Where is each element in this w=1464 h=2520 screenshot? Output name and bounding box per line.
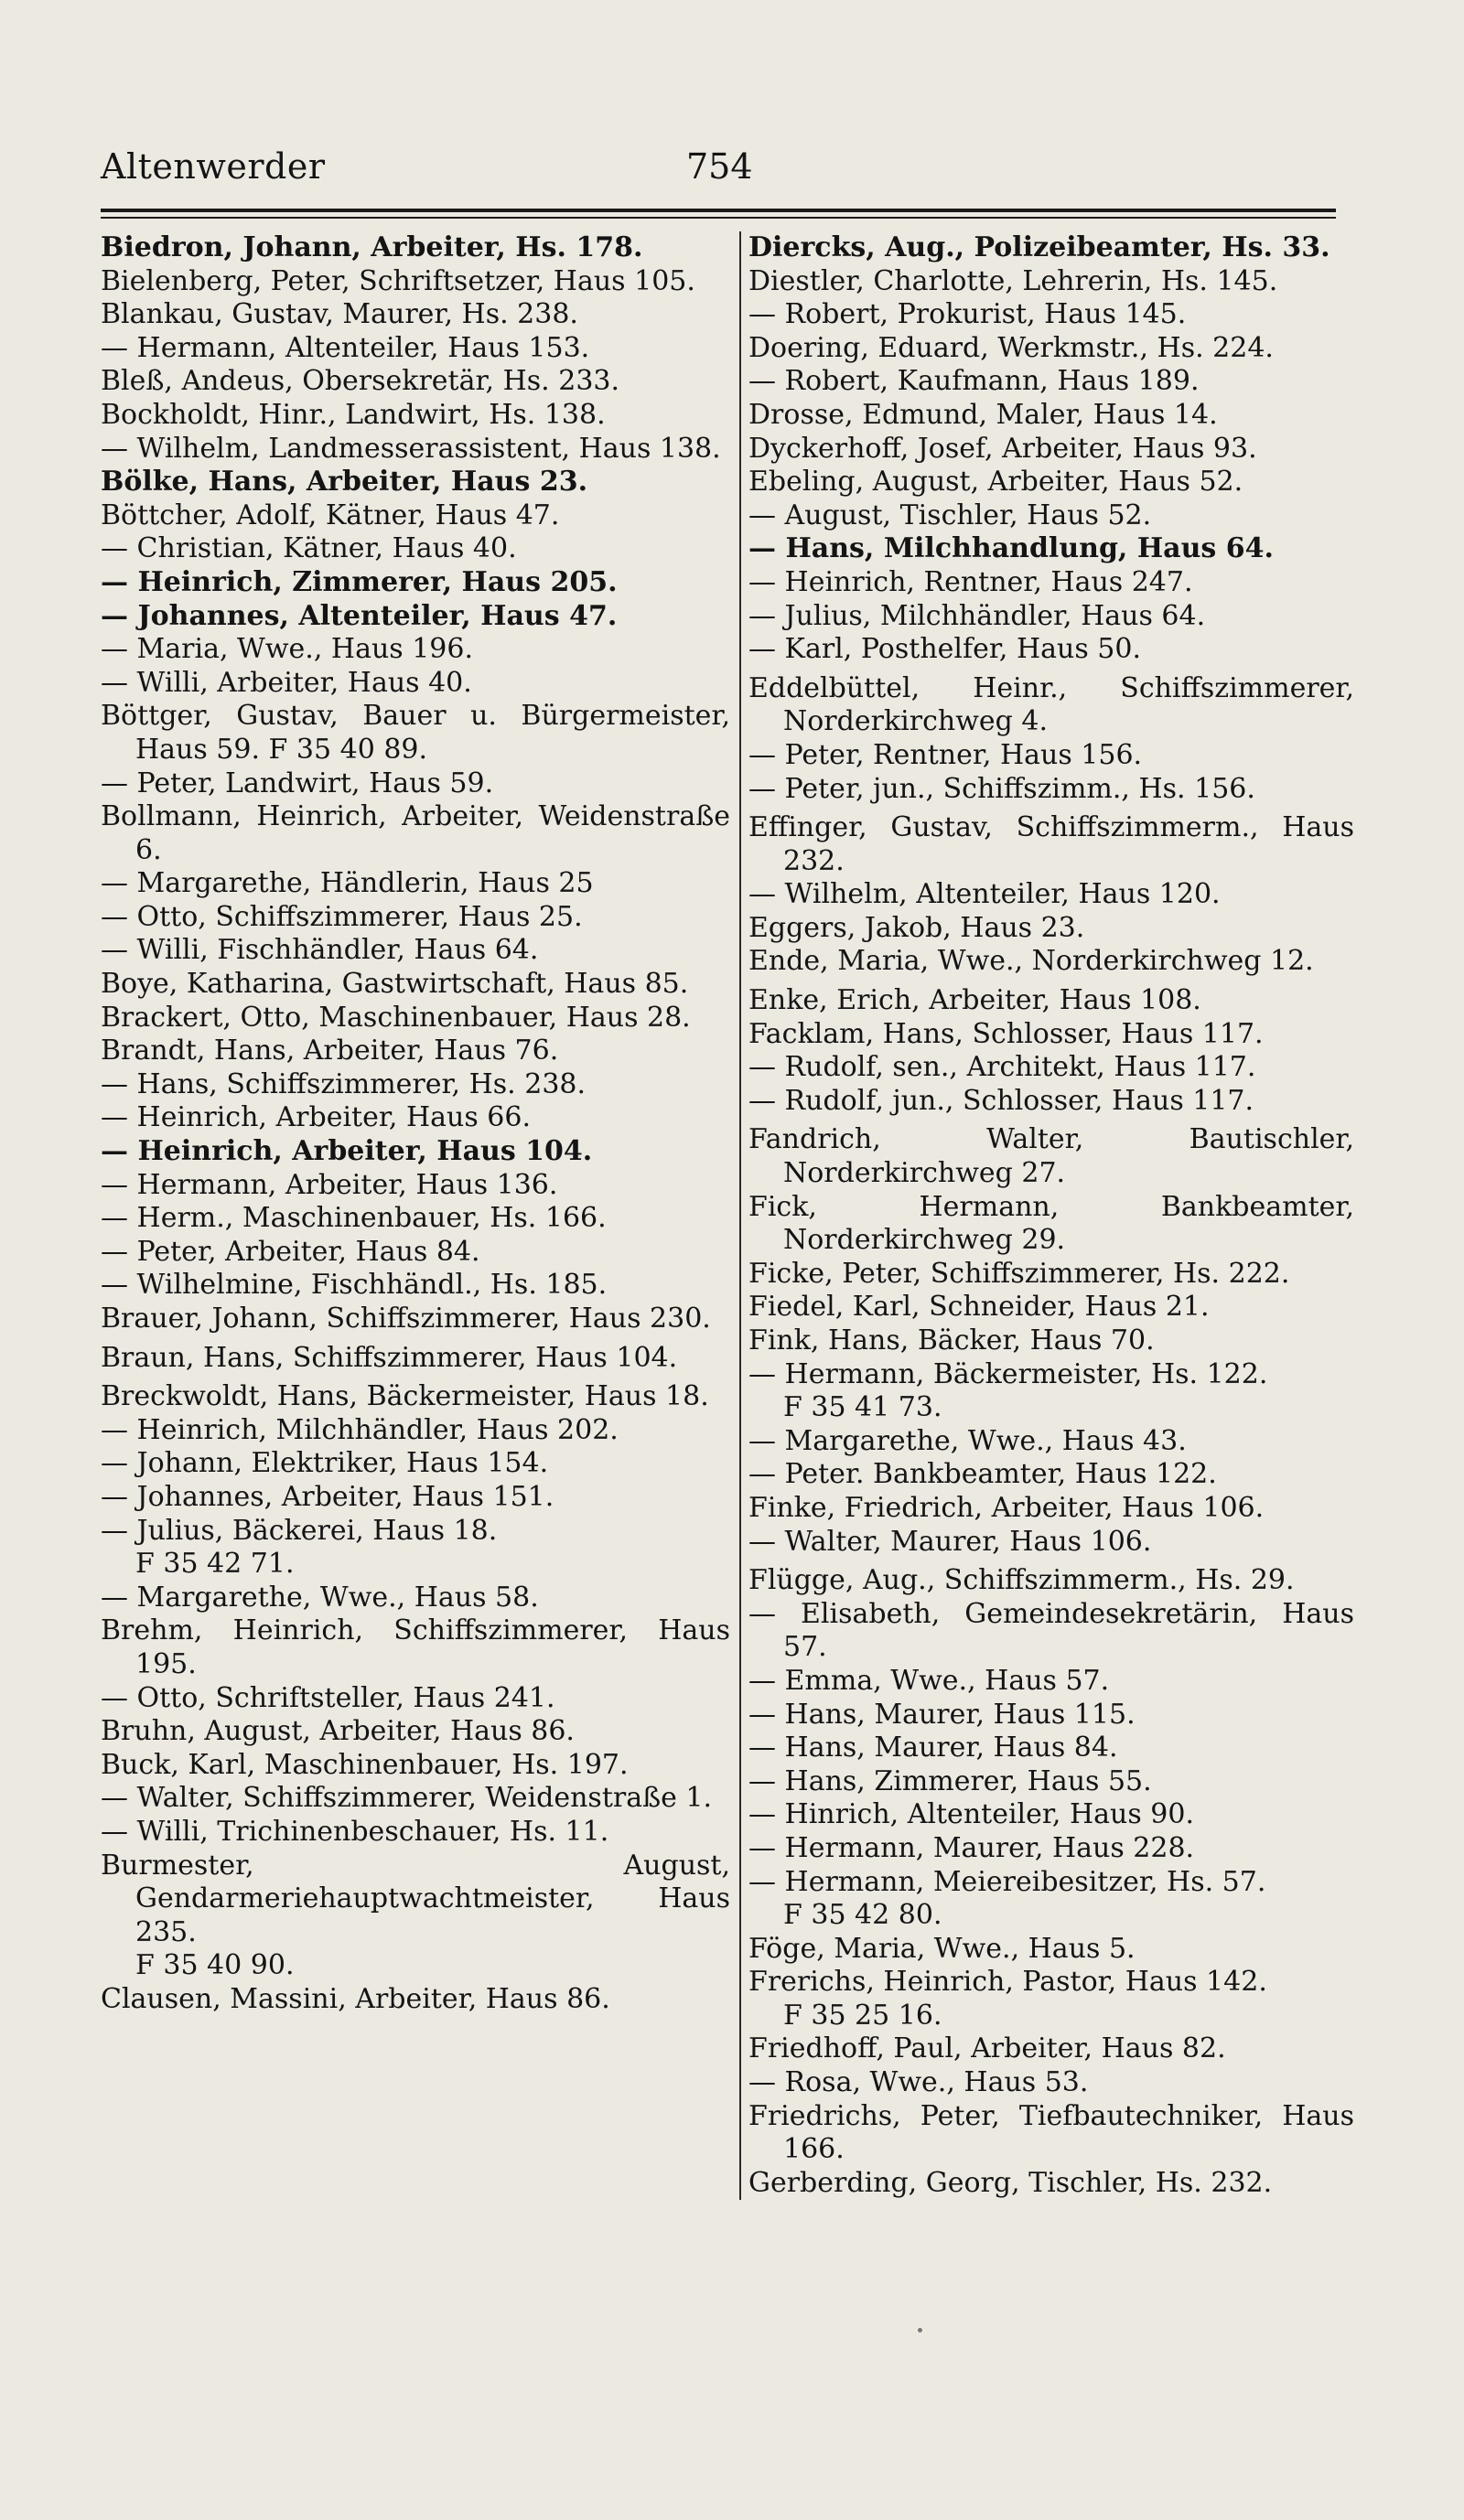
directory-entry: — Herm., Maschinenbauer, Hs. 166. — [101, 1202, 607, 1235]
directory-entry: — Heinrich, Arbeiter, Haus 104. — [101, 1135, 593, 1168]
directory-entry: — Margarethe, Wwe., Haus 43. — [748, 1424, 1187, 1457]
directory-entry: Frerichs, Heinrich, Pastor, Haus 142. F 35 25 16. — [748, 1966, 1267, 2032]
directory-entry: — Hermann, Maurer, Haus 228. — [748, 1831, 1195, 1864]
directory-entry: — Hermann, Bäckermeister, Hs. 122. F 35 41 73. — [748, 1357, 1268, 1424]
directory-entry: — Rudolf, sen., Architekt, Haus 117. — [748, 1051, 1256, 1084]
directory-entry: Fink, Hans, Bäcker, Haus 70. — [748, 1324, 1155, 1357]
header-rule — [101, 209, 1336, 219]
directory-entry: — Heinrich, Arbeiter, Haus 66. — [101, 1101, 531, 1134]
directory-entry: — Peter, jun., Schiffszimm., Hs. 156. — [748, 772, 1255, 805]
directory-entry: — Hans, Zimmerer, Haus 55. — [748, 1764, 1152, 1797]
directory-entry: — Hinrich, Altenteiler, Haus 90. — [748, 1798, 1195, 1831]
directory-entry: Gerberding, Georg, Tischler, Hs. 232. — [748, 2166, 1273, 2199]
directory-entry: Flügge, Aug., Schiffszimmerm., Hs. 29. — [748, 1564, 1295, 1597]
directory-entry: Eddelbüttel, Heinr., Schiffszimmerer, Norderkirchweg 4. — [748, 671, 1354, 738]
directory-entry: — Elisabeth, Gemeindesekretärin, Haus 57. — [748, 1597, 1354, 1664]
directory-entry: Ende, Maria, Wwe., Norderkirchweg 12. — [748, 945, 1314, 978]
directory-entry: — Hermann, Arbeiter, Haus 136. — [101, 1168, 558, 1201]
directory-entry: Brehm, Heinrich, Schiffszimmerer, Haus 195. — [101, 1614, 730, 1680]
directory-entry: Bleß, Andeus, Obersekretär, Hs. 233. — [101, 365, 620, 398]
directory-entry: Bockholdt, Hinr., Landwirt, Hs. 138. — [101, 398, 606, 431]
directory-entry: — Heinrich, Zimmerer, Haus 205. — [101, 565, 618, 598]
directory-entry: — August, Tischler, Haus 52. — [748, 499, 1152, 531]
directory-entry: Föge, Maria, Wwe., Haus 5. — [748, 1932, 1136, 1965]
directory-entry: Diercks, Aug., Polizeibeamter, Hs. 33. — [748, 231, 1330, 263]
directory-entry: — Margarethe, Wwe., Haus 58. — [101, 1581, 539, 1614]
directory-entry: — Otto, Schiffszimmerer, Haus 25. — [101, 900, 583, 933]
directory-entry: — Emma, Wwe., Haus 57. — [748, 1664, 1110, 1697]
directory-entry: Diestler, Charlotte, Lehrerin, Hs. 145. — [748, 264, 1278, 297]
directory-entry: — Wilhelm, Landmesserassistent, Haus 138. — [101, 432, 721, 465]
column-divider — [739, 231, 741, 2200]
left-column — [101, 231, 739, 2200]
directory-entry: — Peter, Arbeiter, Haus 84. — [101, 1235, 480, 1268]
directory-entry: — Johannes, Altenteiler, Haus 47. — [101, 599, 618, 632]
directory-entry: Buck, Karl, Maschinenbauer, Hs. 197. — [101, 1748, 629, 1781]
directory-entry: Facklam, Hans, Schlosser, Haus 117. — [748, 1017, 1264, 1050]
directory-entry: Bölke, Hans, Arbeiter, Haus 23. — [101, 466, 588, 499]
directory-entry: — Willi, Trichinenbeschauer, Hs. 11. — [101, 1815, 609, 1848]
directory-entry: — Hermann, Meiereibesitzer, Hs. 57. F 35 42 80. — [748, 1865, 1266, 1932]
directory-entry: Friedhoff, Paul, Arbeiter, Haus 82. — [748, 2032, 1226, 2065]
directory-entry: Fick, Hermann, Bankbeamter, Norderkirchweg 29. — [748, 1190, 1354, 1257]
directory-entry: Böttger, Gustav, Bauer u. Bürgermeister, Haus 59. F 35 40 89. — [101, 700, 730, 766]
directory-entry: — Rudolf, jun., Schlosser, Haus 117. — [748, 1084, 1254, 1117]
directory-entry: — Julius, Milchhändler, Haus 64. — [748, 599, 1206, 632]
running-head: Altenwerder — [101, 146, 326, 187]
directory-entry: Friedrichs, Peter, Tiefbautechniker, Haus 166. — [748, 2099, 1354, 2166]
header-rule-thin — [101, 217, 1336, 219]
directory-entry: Braun, Hans, Schiffszimmerer, Haus 104. — [101, 1341, 678, 1374]
directory-entry: Blankau, Gustav, Maurer, Hs. 238. — [101, 298, 578, 331]
directory-entry: — Hermann, Altenteiler, Haus 153. — [101, 331, 590, 364]
directory-entry: — Johann, Elektriker, Haus 154. — [101, 1447, 549, 1480]
directory-entry: — Hans, Maurer, Haus 115. — [748, 1698, 1136, 1731]
directory-entry: — Heinrich, Milchhändler, Haus 202. — [101, 1413, 619, 1446]
directory-entry: Enke, Erich, Arbeiter, Haus 108. — [748, 984, 1201, 1017]
directory-entry: Eggers, Jakob, Haus 23. — [748, 911, 1085, 944]
directory-entry: — Maria, Wwe., Haus 196. — [101, 633, 474, 666]
directory-entry: Breckwoldt, Hans, Bäckermeister, Haus 18. — [101, 1380, 709, 1413]
directory-entry: — Hans, Milchhandlung, Haus 64. — [748, 532, 1274, 565]
directory-entry: Doering, Eduard, Werkmstr., Hs. 224. — [748, 331, 1274, 364]
directory-entry: — Rosa, Wwe., Haus 53. — [748, 2066, 1089, 2099]
directory-entry: — Peter, Landwirt, Haus 59. — [101, 767, 494, 799]
directory-entry: Effinger, Gustav, Schiffszimmerm., Haus 232. — [748, 811, 1354, 877]
directory-entry: — Walter, Schiffszimmerer, Weidenstraße 1. — [101, 1782, 713, 1815]
directory-entry: — Hans, Schiffszimmerer, Hs. 238. — [101, 1067, 587, 1100]
right-column — [748, 231, 1354, 2200]
directory-entry: — Walter, Maurer, Haus 106. — [748, 1525, 1152, 1558]
directory-entry: — Hans, Maurer, Haus 84. — [748, 1732, 1118, 1764]
directory-entry: Finke, Friedrich, Arbeiter, Haus 106. — [748, 1491, 1265, 1524]
directory-entry: — Heinrich, Rentner, Haus 247. — [748, 565, 1193, 598]
paper-speck — [918, 2328, 922, 2332]
directory-entry: — Julius, Bäckerei, Haus 18. F 35 42 71. — [101, 1514, 498, 1581]
directory-entry: Ficke, Peter, Schiffszimmerer, Hs. 222. — [748, 1257, 1290, 1290]
directory-entry: — Christian, Kätner, Haus 40. — [101, 532, 517, 565]
directory-entry: Bollmann, Heinrich, Arbeiter, Weidenstraße 6. — [101, 800, 730, 866]
directory-entry: Brackert, Otto, Maschinenbauer, Haus 28. — [101, 1001, 691, 1034]
header-rule-thick — [101, 209, 1336, 212]
directory-entry: — Willi, Arbeiter, Haus 40. — [101, 666, 472, 699]
directory-entry: — Wilhelmine, Fischhändl., Hs. 185. — [101, 1269, 608, 1302]
directory-entry: Dyckerhoff, Josef, Arbeiter, Haus 93. — [748, 432, 1257, 465]
directory-entry: Fandrich, Walter, Bautischler, Norderkirchweg 27. — [748, 1123, 1354, 1190]
directory-entry: Bruhn, August, Arbeiter, Haus 86. — [101, 1715, 575, 1748]
directory-entry: Bielenberg, Peter, Schriftsetzer, Haus 105. — [101, 264, 695, 297]
directory-entry: Böttcher, Adolf, Kätner, Haus 47. — [101, 499, 560, 531]
directory-entry: — Wilhelm, Altenteiler, Haus 120. — [748, 878, 1221, 911]
directory-entry: — Johannes, Arbeiter, Haus 151. — [101, 1480, 554, 1513]
directory-entry: — Karl, Posthelfer, Haus 50. — [748, 633, 1141, 666]
directory-entry: Burmester, August, Gendarmeriehauptwachtmeister, Haus 235. F 35 40 90. — [101, 1849, 730, 1982]
directory-entry: Clausen, Massini, Arbeiter, Haus 86. — [101, 1982, 610, 2015]
page-number: 754 — [686, 146, 753, 187]
directory-entry: — Willi, Fischhändler, Haus 64. — [101, 934, 539, 967]
directory-entry: Biedron, Johann, Arbeiter, Hs. 178. — [101, 231, 643, 263]
directory-entry: Fiedel, Karl, Schneider, Haus 21. — [748, 1291, 1210, 1324]
directory-entry: Drosse, Edmund, Maler, Haus 14. — [748, 398, 1218, 431]
directory-entry: Ebeling, August, Arbeiter, Haus 52. — [748, 466, 1243, 499]
directory-entry: — Robert, Prokurist, Haus 145. — [748, 298, 1187, 331]
directory-entry: Brandt, Hans, Arbeiter, Haus 76. — [101, 1035, 559, 1067]
directory-columns — [101, 231, 1354, 2200]
directory-entry: Brauer, Johann, Schiffszimmerer, Haus 230. — [101, 1303, 711, 1335]
directory-entry: — Peter, Rentner, Haus 156. — [748, 738, 1143, 771]
directory-entry: — Otto, Schriftsteller, Haus 241. — [101, 1681, 555, 1714]
directory-entry: — Robert, Kaufmann, Haus 189. — [748, 365, 1200, 398]
directory-entry: Boye, Katharina, Gastwirtschaft, Haus 85. — [101, 968, 689, 1001]
directory-entry: — Margarethe, Händlerin, Haus 25 — [101, 867, 594, 900]
directory-entry: — Peter. Bankbeamter, Haus 122. — [748, 1458, 1217, 1491]
page-header — [101, 146, 1409, 201]
